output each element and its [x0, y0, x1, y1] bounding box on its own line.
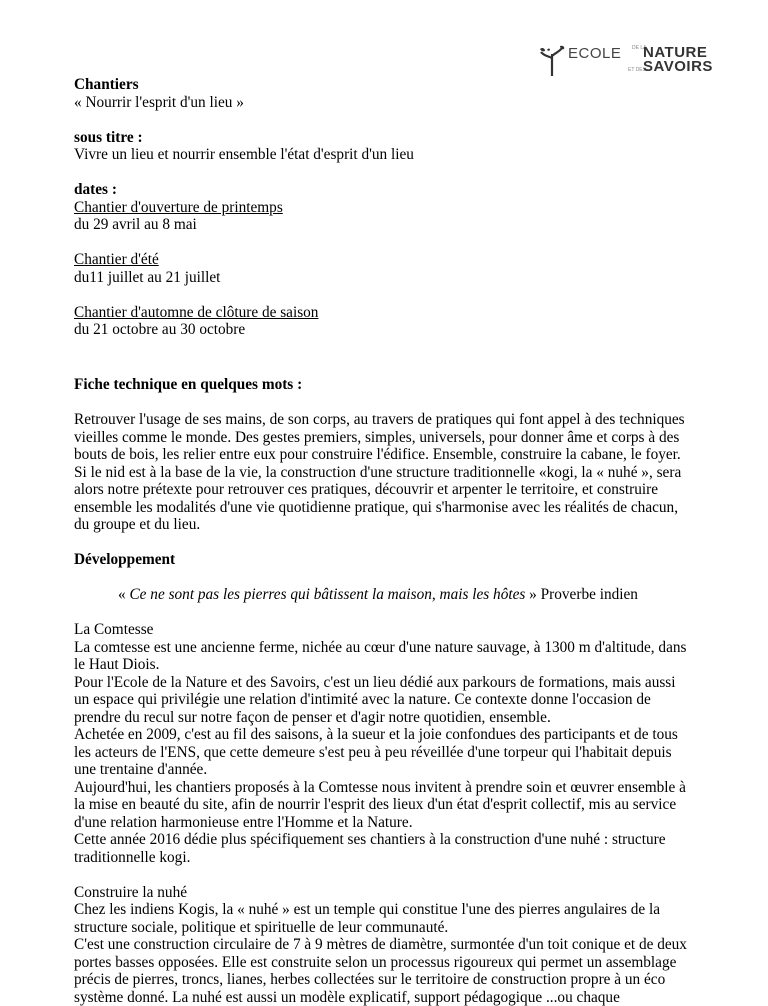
chantier-spring-title: Chantier d'ouverture de printemps: [74, 199, 283, 216]
doc-title: Chantiers: [74, 76, 139, 93]
nuhe-line: C'est une construction circulaire de 7 à 9 mètres de diamètre, surmontée d'un toit conique et de deux: [74, 936, 704, 954]
comtesse-section: [74, 621, 704, 866]
fiche-line: alors notre prétexte pour retrouver ces pratiques, découvrir et arpenter le territoire, et construire: [74, 481, 704, 499]
comtesse-line: la mise en beauté du site, afin de nourrir l'esprit des lieux d'un état d'esprit collectif, mis au service: [74, 796, 704, 814]
chantier-summer-title: Chantier d'été: [74, 251, 159, 268]
comtesse-line: prendre du recul sur notre façon de penser et d'agir notre quotidien, ensemble.: [74, 709, 704, 727]
fiche-line: du groupe et du lieu.: [74, 516, 704, 534]
fiche-line: Retrouver l'usage de ses mains, de son corps, au travers de pratiques qui font appel à des techniques: [74, 411, 704, 429]
comtesse-line: les acteurs de l'ENS, que cette demeure s'est peu à peu réveillée d'une torpeur qui l'habitait depuis: [74, 744, 704, 762]
nuhe-line: précis de pierres, troncs, lianes, herbes collectées sur le territoire de construction propre à un éco: [74, 971, 704, 989]
comtesse-line: d'une relation harmonieuse entre l'Homme et la Nature.: [74, 814, 704, 832]
sprout-icon: [538, 44, 566, 76]
nuhe-line: Chez les indiens Kogis, la « nuhé » est un temple qui constitue l'une des pierres angulaires de la: [74, 901, 704, 919]
logo-word-ecole: ECOLE: [568, 45, 621, 63]
comtesse-line: le Haut Diois.: [74, 656, 704, 674]
fiche-paragraph: [74, 411, 704, 534]
dates-label: dates :: [74, 181, 117, 198]
comtesse-line: Pour l'Ecole de la Nature et des Savoirs, c'est un lieu dédié aux parkours de formations, mais aussi: [74, 674, 704, 692]
comtesse-line: Cette année 2016 dédie plus spécifiquement ses chantiers à la construction d'une nuhé : structure: [74, 831, 704, 849]
comtesse-line: traditionnelle kogi.: [74, 849, 704, 867]
development-heading: Développement: [74, 551, 175, 568]
comtesse-line: La comtesse est une ancienne ferme, nichée au cœur d'une nature sauvage, à 1300 m d'altitude, dans: [74, 639, 704, 657]
nuhe-line: portes basses opposées. Elle est construite selon un processus rigoureux qui permet un assemblage: [74, 954, 704, 972]
subtitle-text: Vivre un lieu et nourrir ensemble l'état d'esprit d'un lieu: [74, 146, 704, 164]
comtesse-line: Achetée en 2009, c'est au fil des saisons, à la sueur et la joie confondues des participants et de tous: [74, 726, 704, 744]
document-body: [74, 76, 704, 1006]
logo-small-et-des: ET DES: [628, 62, 646, 80]
fiche-heading: Fiche technique en quelques mots :: [74, 376, 302, 393]
chantier-summer-dates: du11 juillet au 21 juillet: [74, 269, 704, 287]
doc-title-sub: « Nourrir l'esprit d'un lieu »: [74, 94, 704, 112]
comtesse-title: La Comtesse: [74, 621, 704, 639]
logo-small-de-la: DE LA: [632, 45, 646, 51]
fiche-line: bouts de bois, les relier entre eux pour construire l'édifice. Ensemble, construire la cabane, le foyer.: [74, 446, 704, 464]
nuhe-line: structure sociale, politique et spirituelle de leur communauté.: [74, 919, 704, 937]
proverb-text: Ce ne sont pas les pierres qui bâtissent la maison, mais les hôtes: [129, 586, 525, 603]
nuhe-section: [74, 884, 704, 1006]
nuhe-title: Construire la nuhé: [74, 884, 704, 902]
logo-word-savoirs: SAVOIRS: [643, 58, 713, 76]
chantier-spring-dates: du 29 avril au 8 mai: [74, 216, 704, 234]
chantier-autumn-dates: du 21 octobre au 30 octobre: [74, 321, 704, 339]
comtesse-line: un espace qui privilégie une relation d'intimité avec la nature. Ce contexte donne l'occasion de: [74, 691, 704, 709]
fiche-line: vieilles comme le monde. Des gestes premiers, simples, universels, pour donner âme et corps à des: [74, 429, 704, 447]
proverb-quote: « Ce ne sont pas les pierres qui bâtissent la maison, mais les hôtes » Proverbe indien: [74, 586, 704, 604]
comtesse-line: Aujourd'hui, les chantiers proposés à la Comtesse nous invitent à prendre soin et œuvrer ensemble à: [74, 779, 704, 797]
comtesse-line: une trentaine d'année.: [74, 761, 704, 779]
fiche-line: Si le nid est à la base de la vie, la construction d'une structure traditionnelle «kogi, la « nuhé », sera: [74, 464, 704, 482]
nuhe-line: système donné. La nuhé est aussi un modèle explicatif, support pédagogique ...ou chaque: [74, 989, 704, 1006]
logo-word-nature: NATURE: [643, 44, 707, 62]
chantier-autumn-title: Chantier d'automne de clôture de saison: [74, 304, 318, 321]
school-logo: [538, 44, 728, 78]
fiche-line: ensemble les modalités d'une vie quotidienne pratique, qui s'harmonise avec les réalités de chacun,: [74, 499, 704, 517]
subtitle-label: sous titre :: [74, 129, 143, 146]
